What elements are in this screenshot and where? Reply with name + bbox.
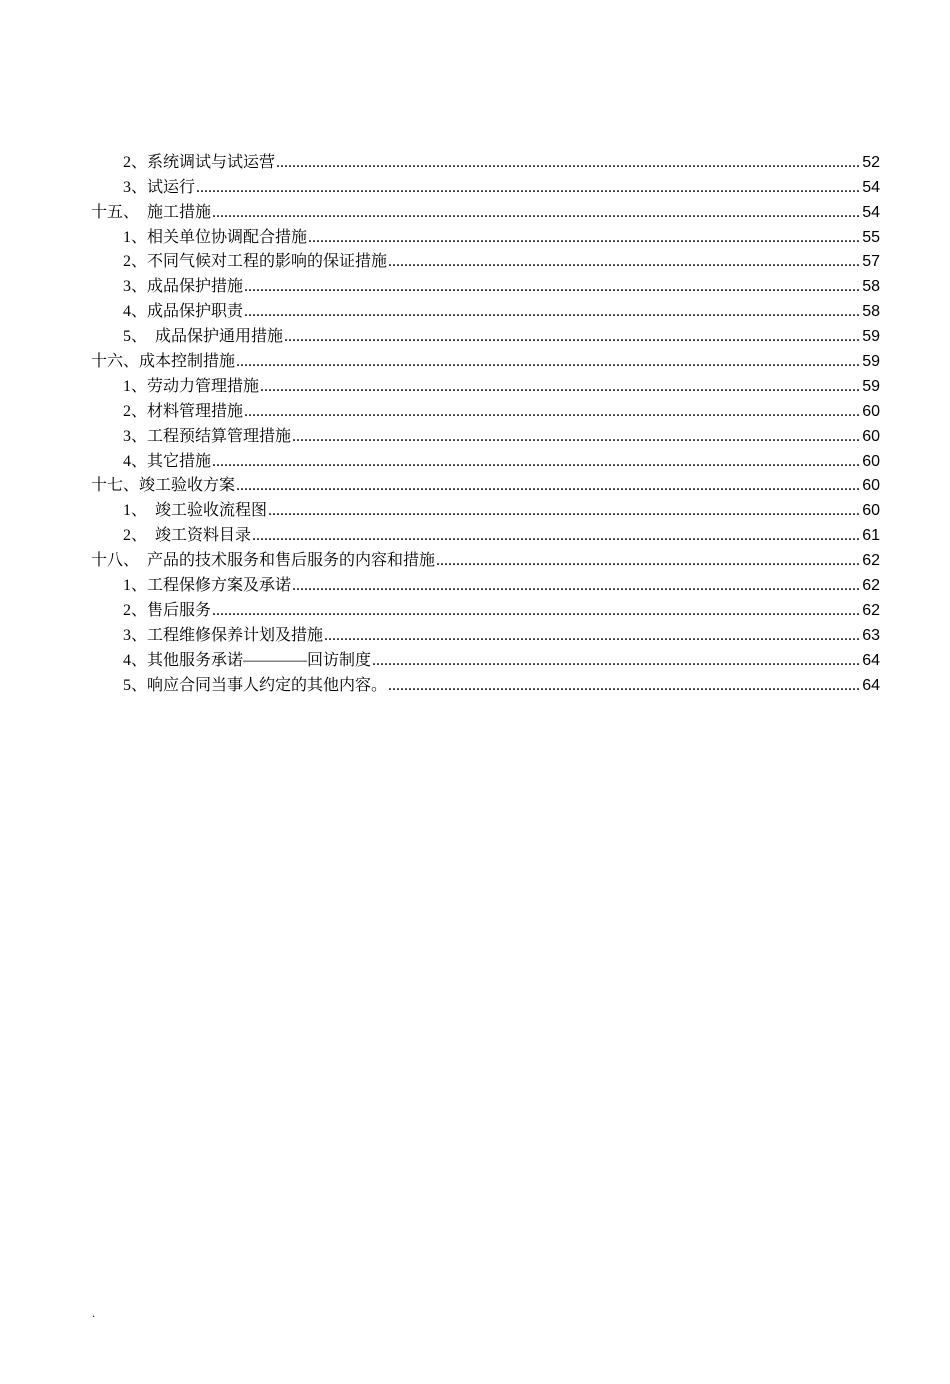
toc-dot-leader xyxy=(244,302,861,322)
toc-section-entry[interactable] xyxy=(0,198,950,223)
toc-subsection-entry[interactable] xyxy=(0,496,950,521)
toc-page-number: 62 xyxy=(862,601,880,619)
footer-mark: . xyxy=(92,1306,95,1320)
toc-dot-leader xyxy=(260,377,861,397)
toc-entry-label: 4、其他服务承诺————回访制度 xyxy=(123,651,372,669)
toc-subsection-entry[interactable] xyxy=(0,596,950,621)
toc-entry-label: 1、劳动力管理措施 xyxy=(123,377,260,395)
toc-entry-label: 十七、竣工验收方案 xyxy=(91,477,236,495)
toc-entry-label: 2、不同气候对工程的影响的保证措施 xyxy=(123,253,388,271)
toc-dot-leader xyxy=(308,228,861,248)
toc-dot-leader xyxy=(244,277,861,297)
toc-entry-label: 1、 竣工验收流程图 xyxy=(123,502,268,520)
toc-dot-leader xyxy=(324,626,861,646)
toc-page-number: 62 xyxy=(862,577,880,595)
toc-dot-leader xyxy=(276,153,861,173)
toc-entry-label: 3、成品保护措施 xyxy=(123,278,244,296)
table-of-contents xyxy=(0,148,950,696)
toc-dot-leader xyxy=(292,427,861,447)
toc-entry-label: 4、其它措施 xyxy=(123,452,212,470)
toc-entry-label: 3、工程维修保养计划及措施 xyxy=(123,626,324,644)
toc-dot-leader xyxy=(196,178,861,198)
toc-subsection-entry[interactable] xyxy=(0,671,950,696)
toc-page-number: 60 xyxy=(862,502,880,520)
toc-dot-leader xyxy=(236,352,861,372)
toc-dot-leader xyxy=(212,203,861,223)
toc-page-number: 54 xyxy=(862,203,880,221)
toc-page-number: 59 xyxy=(862,377,880,395)
toc-page-number: 60 xyxy=(862,477,880,495)
toc-dot-leader xyxy=(236,476,861,496)
toc-page-number: 58 xyxy=(862,303,880,321)
toc-page-number: 59 xyxy=(862,353,880,371)
toc-page-number: 64 xyxy=(862,676,880,694)
toc-page-number: 52 xyxy=(862,153,880,171)
toc-page-number: 60 xyxy=(862,452,880,470)
toc-subsection-entry[interactable] xyxy=(0,297,950,322)
toc-subsection-entry[interactable] xyxy=(0,372,950,397)
toc-entry-label: 1、相关单位协调配合措施 xyxy=(123,228,308,246)
toc-entry-label: 2、系统调试与试运营 xyxy=(123,153,276,171)
toc-entry-label: 3、试运行 xyxy=(123,178,196,196)
toc-entry-label: 1、工程保修方案及承诺 xyxy=(123,577,292,595)
toc-page-number: 63 xyxy=(862,626,880,644)
toc-entry-label: 十八、 产品的技术服务和售后服务的内容和措施 xyxy=(91,552,436,570)
toc-entry-label: 5、 成品保护通用措施 xyxy=(123,328,284,346)
toc-entry-label: 2、材料管理措施 xyxy=(123,402,244,420)
toc-section-entry[interactable] xyxy=(0,347,950,372)
toc-entry-label: 3、工程预结算管理措施 xyxy=(123,427,292,445)
toc-page-number: 61 xyxy=(862,527,880,545)
toc-subsection-entry[interactable] xyxy=(0,223,950,248)
toc-subsection-entry[interactable] xyxy=(0,248,950,273)
toc-entry-label: 十五、 施工措施 xyxy=(91,203,212,221)
toc-section-entry[interactable] xyxy=(0,472,950,497)
toc-entry-label: 2、 竣工资料目录 xyxy=(123,527,252,545)
toc-dot-leader xyxy=(436,551,861,571)
toc-subsection-entry[interactable] xyxy=(0,173,950,198)
toc-dot-leader xyxy=(284,327,861,347)
toc-entry-label: 十六、成本控制措施 xyxy=(91,353,236,371)
toc-page-number: 59 xyxy=(862,328,880,346)
toc-dot-leader xyxy=(244,402,861,422)
toc-dot-leader xyxy=(292,576,861,596)
toc-subsection-entry[interactable] xyxy=(0,272,950,297)
toc-subsection-entry[interactable] xyxy=(0,322,950,347)
toc-entry-label: 4、成品保护职责 xyxy=(123,303,244,321)
toc-subsection-entry[interactable] xyxy=(0,521,950,546)
toc-subsection-entry[interactable] xyxy=(0,397,950,422)
toc-subsection-entry[interactable] xyxy=(0,621,950,646)
toc-entry-label: 5、响应合同当事人约定的其他内容。 xyxy=(123,676,388,694)
toc-subsection-entry[interactable] xyxy=(0,646,950,671)
toc-dot-leader xyxy=(212,601,861,621)
toc-dot-leader xyxy=(212,452,861,472)
toc-subsection-entry[interactable] xyxy=(0,148,950,173)
toc-subsection-entry[interactable] xyxy=(0,571,950,596)
toc-page-number: 58 xyxy=(862,278,880,296)
toc-page-number: 60 xyxy=(862,402,880,420)
toc-page-number: 64 xyxy=(862,651,880,669)
toc-dot-leader xyxy=(372,651,861,671)
toc-page-number: 54 xyxy=(862,178,880,196)
toc-page-number: 55 xyxy=(862,228,880,246)
toc-dot-leader xyxy=(268,501,861,521)
toc-dot-leader xyxy=(252,526,861,546)
toc-section-entry[interactable] xyxy=(0,546,950,571)
toc-page-number: 60 xyxy=(862,427,880,445)
toc-dot-leader xyxy=(388,676,861,696)
toc-page-number: 57 xyxy=(862,253,880,271)
toc-subsection-entry[interactable] xyxy=(0,447,950,472)
toc-page-number: 62 xyxy=(862,552,880,570)
toc-entry-label: 2、售后服务 xyxy=(123,601,212,619)
toc-dot-leader xyxy=(388,252,861,272)
toc-subsection-entry[interactable] xyxy=(0,422,950,447)
